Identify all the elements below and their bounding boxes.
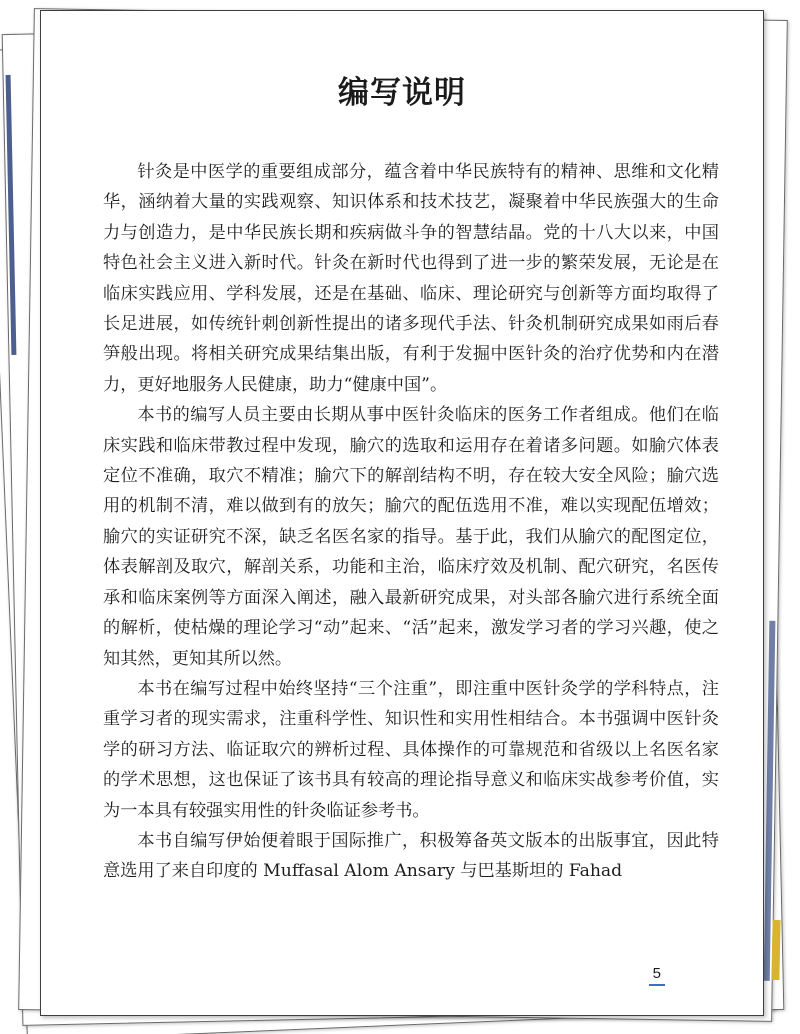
page-number: 5 bbox=[649, 965, 665, 986]
body-text bbox=[103, 157, 719, 887]
front-page bbox=[40, 10, 764, 1016]
back-page-edge-accent bbox=[6, 75, 17, 355]
page-title: 编写说明 bbox=[338, 75, 466, 111]
back-page-color-strip bbox=[771, 920, 780, 980]
paragraph: 针灸是中医学的重要组成部分，蕴含着中华民族特有的精神、思维和文化精华，涵纳着大量的实践观察、知识体系和技术技艺，凝聚着中华民族强大的生命力与创造力，是中华民族长期和疾病做斗争的智慧结晶。党的十八大以来，中国特色社会主义进入新时代。针灸在新时代也得到了进一步的繁荣发展，无论是在临床实践应用、学科发展，还是在基础、临床、理论研究与创新等方面均取得了长足进展，如传统针刺创新性提出的诸多现代手法、针灸机制研究成果如雨后春笋般出现。将相关研究成果结集出版，有利于发掘中医针灸的治疗优势和内在潜力，更好地服务人民健康，助力“健康中国”。 bbox=[103, 162, 719, 395]
paragraph: 本书在编写过程中始终坚持“三个注重”，即注重中医针灸学的学科特点，注重学习者的现实需求，注重科学性、知识性和实用性相结合。本书强调中医针灸学的研习方法、临证取穴的辨析过程、具体操作的可靠规范和省级以上名医名家的学术思想，这也保证了该书具有较高的理论指导意义和临床实战参考价值，实为一本具有较强实用性的针灸临证参考书。 bbox=[103, 678, 719, 821]
paragraph: 本书自编写伊始便着眼于国际推广，积极筹备英文版本的出版事宜，因此特意选用了来自印度的 Muffasal Alom Ansary 与巴基斯坦的 Fahad bbox=[103, 830, 719, 882]
paragraph: 本书的编写人员主要由长期从事中医针灸临床的医务工作者组成。他们在临床实践和临床带教过程中发现，腧穴的选取和运用存在着诸多问题。如腧穴体表定位不准确，取穴不精准；腧穴下的解剖结构不明，存在较大安全风险；腧穴选用的机制不清，难以做到有的放矢；腧穴的配伍选用不准，难以实现配伍增效；腧穴的实证研究不深，缺乏名医名家的指导。基于此，我们从腧穴的配图定位，体表解剖及取穴，解剖关系，功能和主治，临床疗效及机制、配穴研究，名医传承和临床案例等方面深入阐述，融入最新研究成果，对头部各腧穴进行系统全面的解析，使枯燥的理论学习“动”起来、“活”起来，激发学习者的学习兴趣，使之知其然，更知其所以然。 bbox=[103, 405, 719, 669]
